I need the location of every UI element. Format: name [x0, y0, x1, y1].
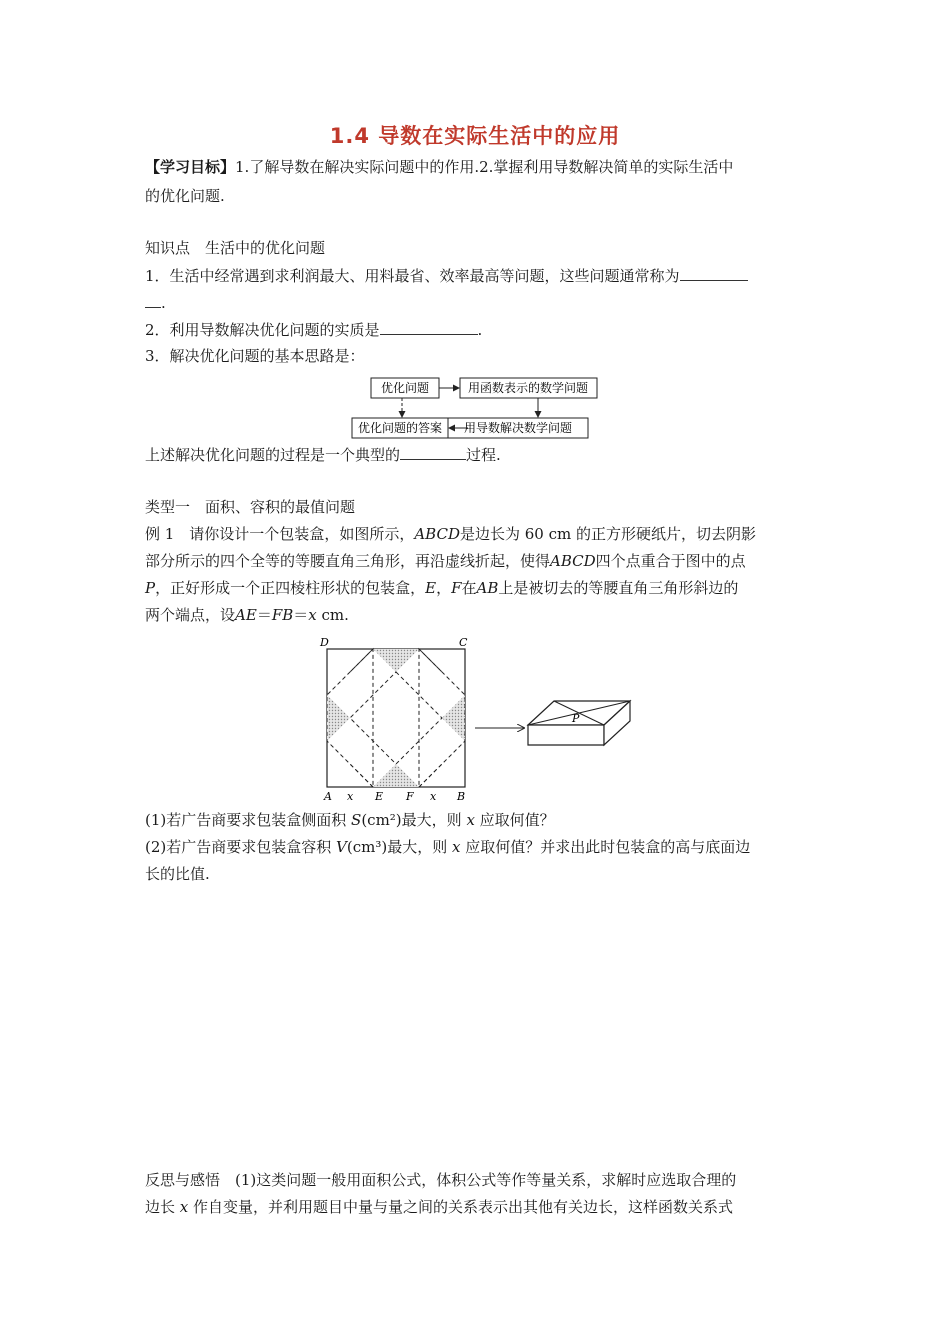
flow-box-optimization-label: 优化问题	[380, 381, 430, 395]
answer-blank	[380, 319, 478, 335]
flow-box-function-label: 用函数表示的数学问题	[467, 381, 589, 395]
segment-label-x-right: x	[430, 790, 437, 803]
flow-box-derivative-label: 用导数解决数学问题	[463, 421, 573, 435]
example-line-1: 例 1 请你设计一个包装盒，如图所示，ABCD是边长为 60 cm 的正方形硬纸片，切去阴影	[145, 525, 756, 543]
example-line-4: 两个端点，设AE＝FB＝x cm.	[145, 606, 349, 624]
square-figure	[316, 634, 480, 804]
vertex-label-c: C	[459, 636, 468, 649]
example-line-3: P，正好形成一个正四棱柱形状的包装盒，E，F在AB上是被切去的等腰直角三角形斜边的	[145, 579, 739, 597]
box-figure	[522, 696, 634, 752]
example-line-2: 部分所示的四个全等的等腰直角三角形，再沿虚线折起，使得ABCD四个点重合于图中的点	[145, 552, 746, 570]
question-2-cont: 长的比值.	[145, 865, 210, 883]
knowledge-heading: 知识点 生活中的优化问题	[145, 239, 326, 257]
point-label-e: E	[375, 790, 384, 803]
reflection-line-2: 边长 x 作自变量，并利用题目中量与量之间的关系表示出其他有关边长，这样函数关系式	[145, 1198, 734, 1216]
knowledge-item-2: 2．利用导数解决优化问题的实质是 .	[145, 321, 483, 339]
question-2: (2)若广告商要求包装盒容积 V(cm³)最大，则 x 应取何值？并求出此时包装盒的高与底面边	[145, 838, 751, 856]
segment-label-x-left: x	[347, 790, 354, 803]
vertex-label-d: D	[320, 636, 329, 649]
knowledge-after: 上述解决优化问题的过程是一个典型的 过程.	[145, 446, 501, 464]
type1-heading: 类型一 面积、容积的最值问题	[145, 498, 356, 516]
apex-label-p: P	[572, 712, 580, 725]
flow-box-answer-label: 优化问题的答案	[357, 421, 443, 435]
answer-blank	[400, 444, 466, 460]
answer-blank	[680, 265, 748, 281]
answer-blank	[145, 292, 161, 308]
flow-diagram	[350, 374, 600, 440]
vertex-label-b: B	[457, 790, 466, 803]
objectives-line-2: 的优化问题.	[145, 187, 225, 205]
knowledge-item-3: 3．解决优化问题的基本思路是：	[145, 347, 365, 365]
box-front-face	[528, 725, 604, 745]
knowledge-item-1: 1．生活中经常遇到求利润最大、用料最省、效率最高等问题，这些问题通常称为	[145, 265, 810, 286]
page-title: 1.4 导数在实际生活中的应用	[329, 124, 621, 148]
knowledge-item-1-cont: .	[145, 292, 810, 313]
vertex-label-a: A	[324, 790, 332, 803]
transform-arrow	[470, 718, 530, 738]
point-label-f: F	[406, 790, 414, 803]
objectives-label: 【学习目标】	[145, 158, 236, 176]
reflection-line-1: 反思与感悟 (1)这类问题一般用面积公式，体积公式等作等量关系，求解时应选取合理的	[145, 1171, 737, 1189]
question-1: (1)若广告商要求包装盒侧面积 S(cm²)最大，则 x 应取何值？	[145, 811, 555, 829]
objectives-line-1: 【学习目标】1.了解导数在解决实际问题中的作用.2.掌握利用导数解决简单的实际生活中	[145, 158, 734, 176]
